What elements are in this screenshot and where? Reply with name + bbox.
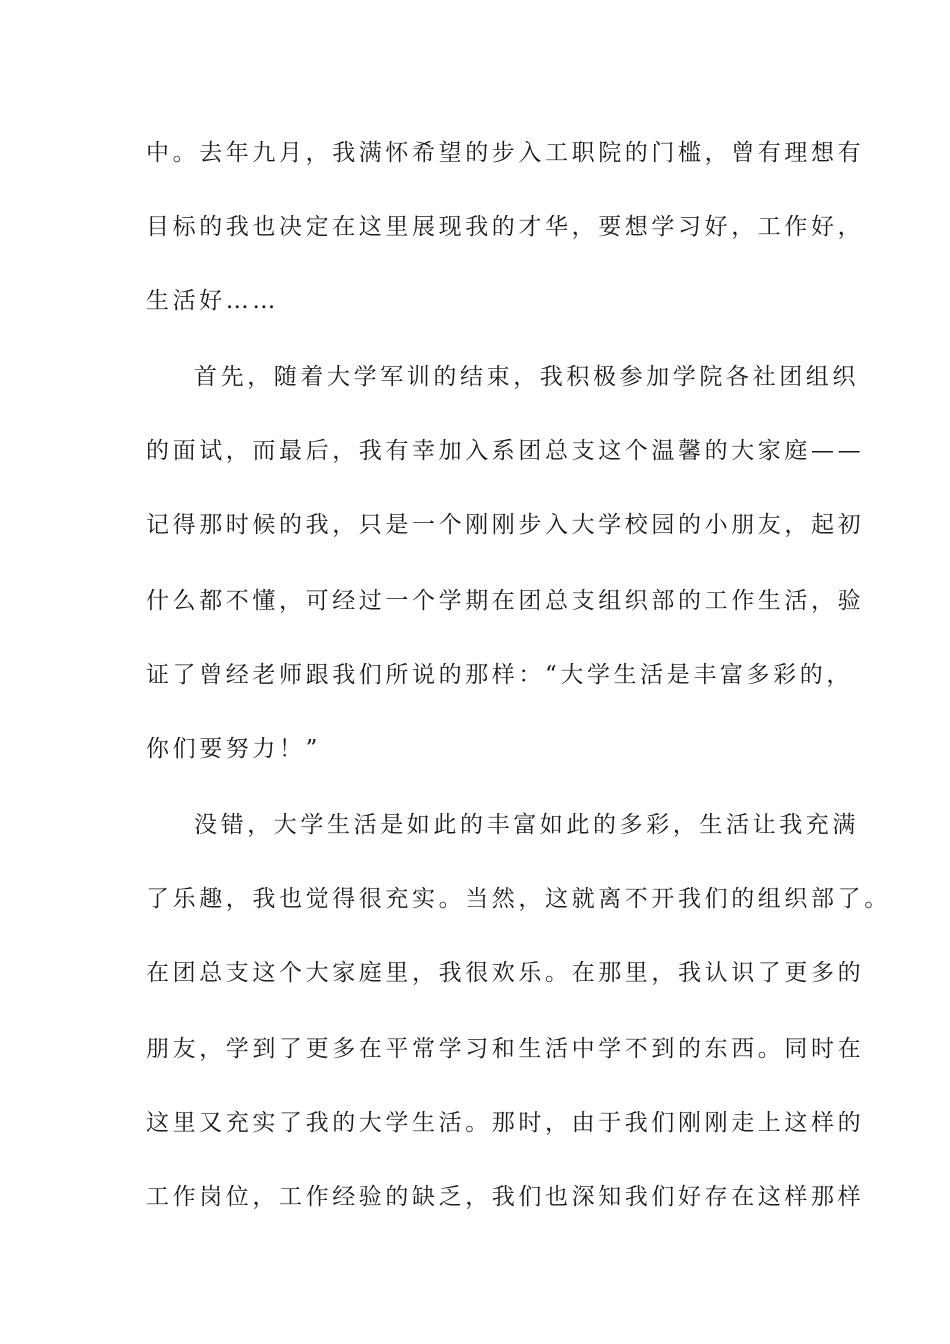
paragraph-start-line: 首先，随着大学军训的结束，我积极参加学院各社团组织 [194, 364, 859, 390]
text-line: 在团总支这个大家庭里，我很欢乐。在那里，我认识了更多的 [146, 960, 865, 986]
text-line: 你们要努力！” [146, 736, 321, 762]
text-line: 目标的我也决定在这里展现我的才华，要想学习好，工作好， [146, 214, 865, 240]
text-line: 这里又充实了我的大学生活。那时，由于我们刚刚走上这样的 [146, 1110, 865, 1136]
text-line: 记得那时候的我，只是一个刚刚步入大学校园的小朋友，起初 [146, 512, 865, 538]
text-line: 生活好…… [146, 288, 279, 314]
text-line: 朋友，学到了更多在平常学习和生活中学不到的东西。同时在 [146, 1036, 865, 1062]
text-line: 的面试，而最后，我有幸加入系团总支这个温馨的大家庭—— [146, 438, 865, 464]
text-line: 中。去年九月，我满怀希望的步入工职院的门槛，曾有理想有 [146, 140, 865, 166]
text-line: 证了曾经老师跟我们所说的那样：“大学生活是丰富多彩的， [146, 662, 853, 688]
paragraph-start-line: 没错，大学生活是如此的丰富如此的多彩，生活让我充满 [194, 812, 859, 838]
text-line: 了乐趣，我也觉得很充实。当然，这就离不开我们的组织部了。 [146, 886, 891, 912]
text-line: 什么都不懂，可经过一个学期在团总支组织部的工作生活，验 [146, 588, 865, 614]
text-line: 工作岗位，工作经验的缺乏，我们也深知我们好存在这样那样 [146, 1184, 865, 1210]
